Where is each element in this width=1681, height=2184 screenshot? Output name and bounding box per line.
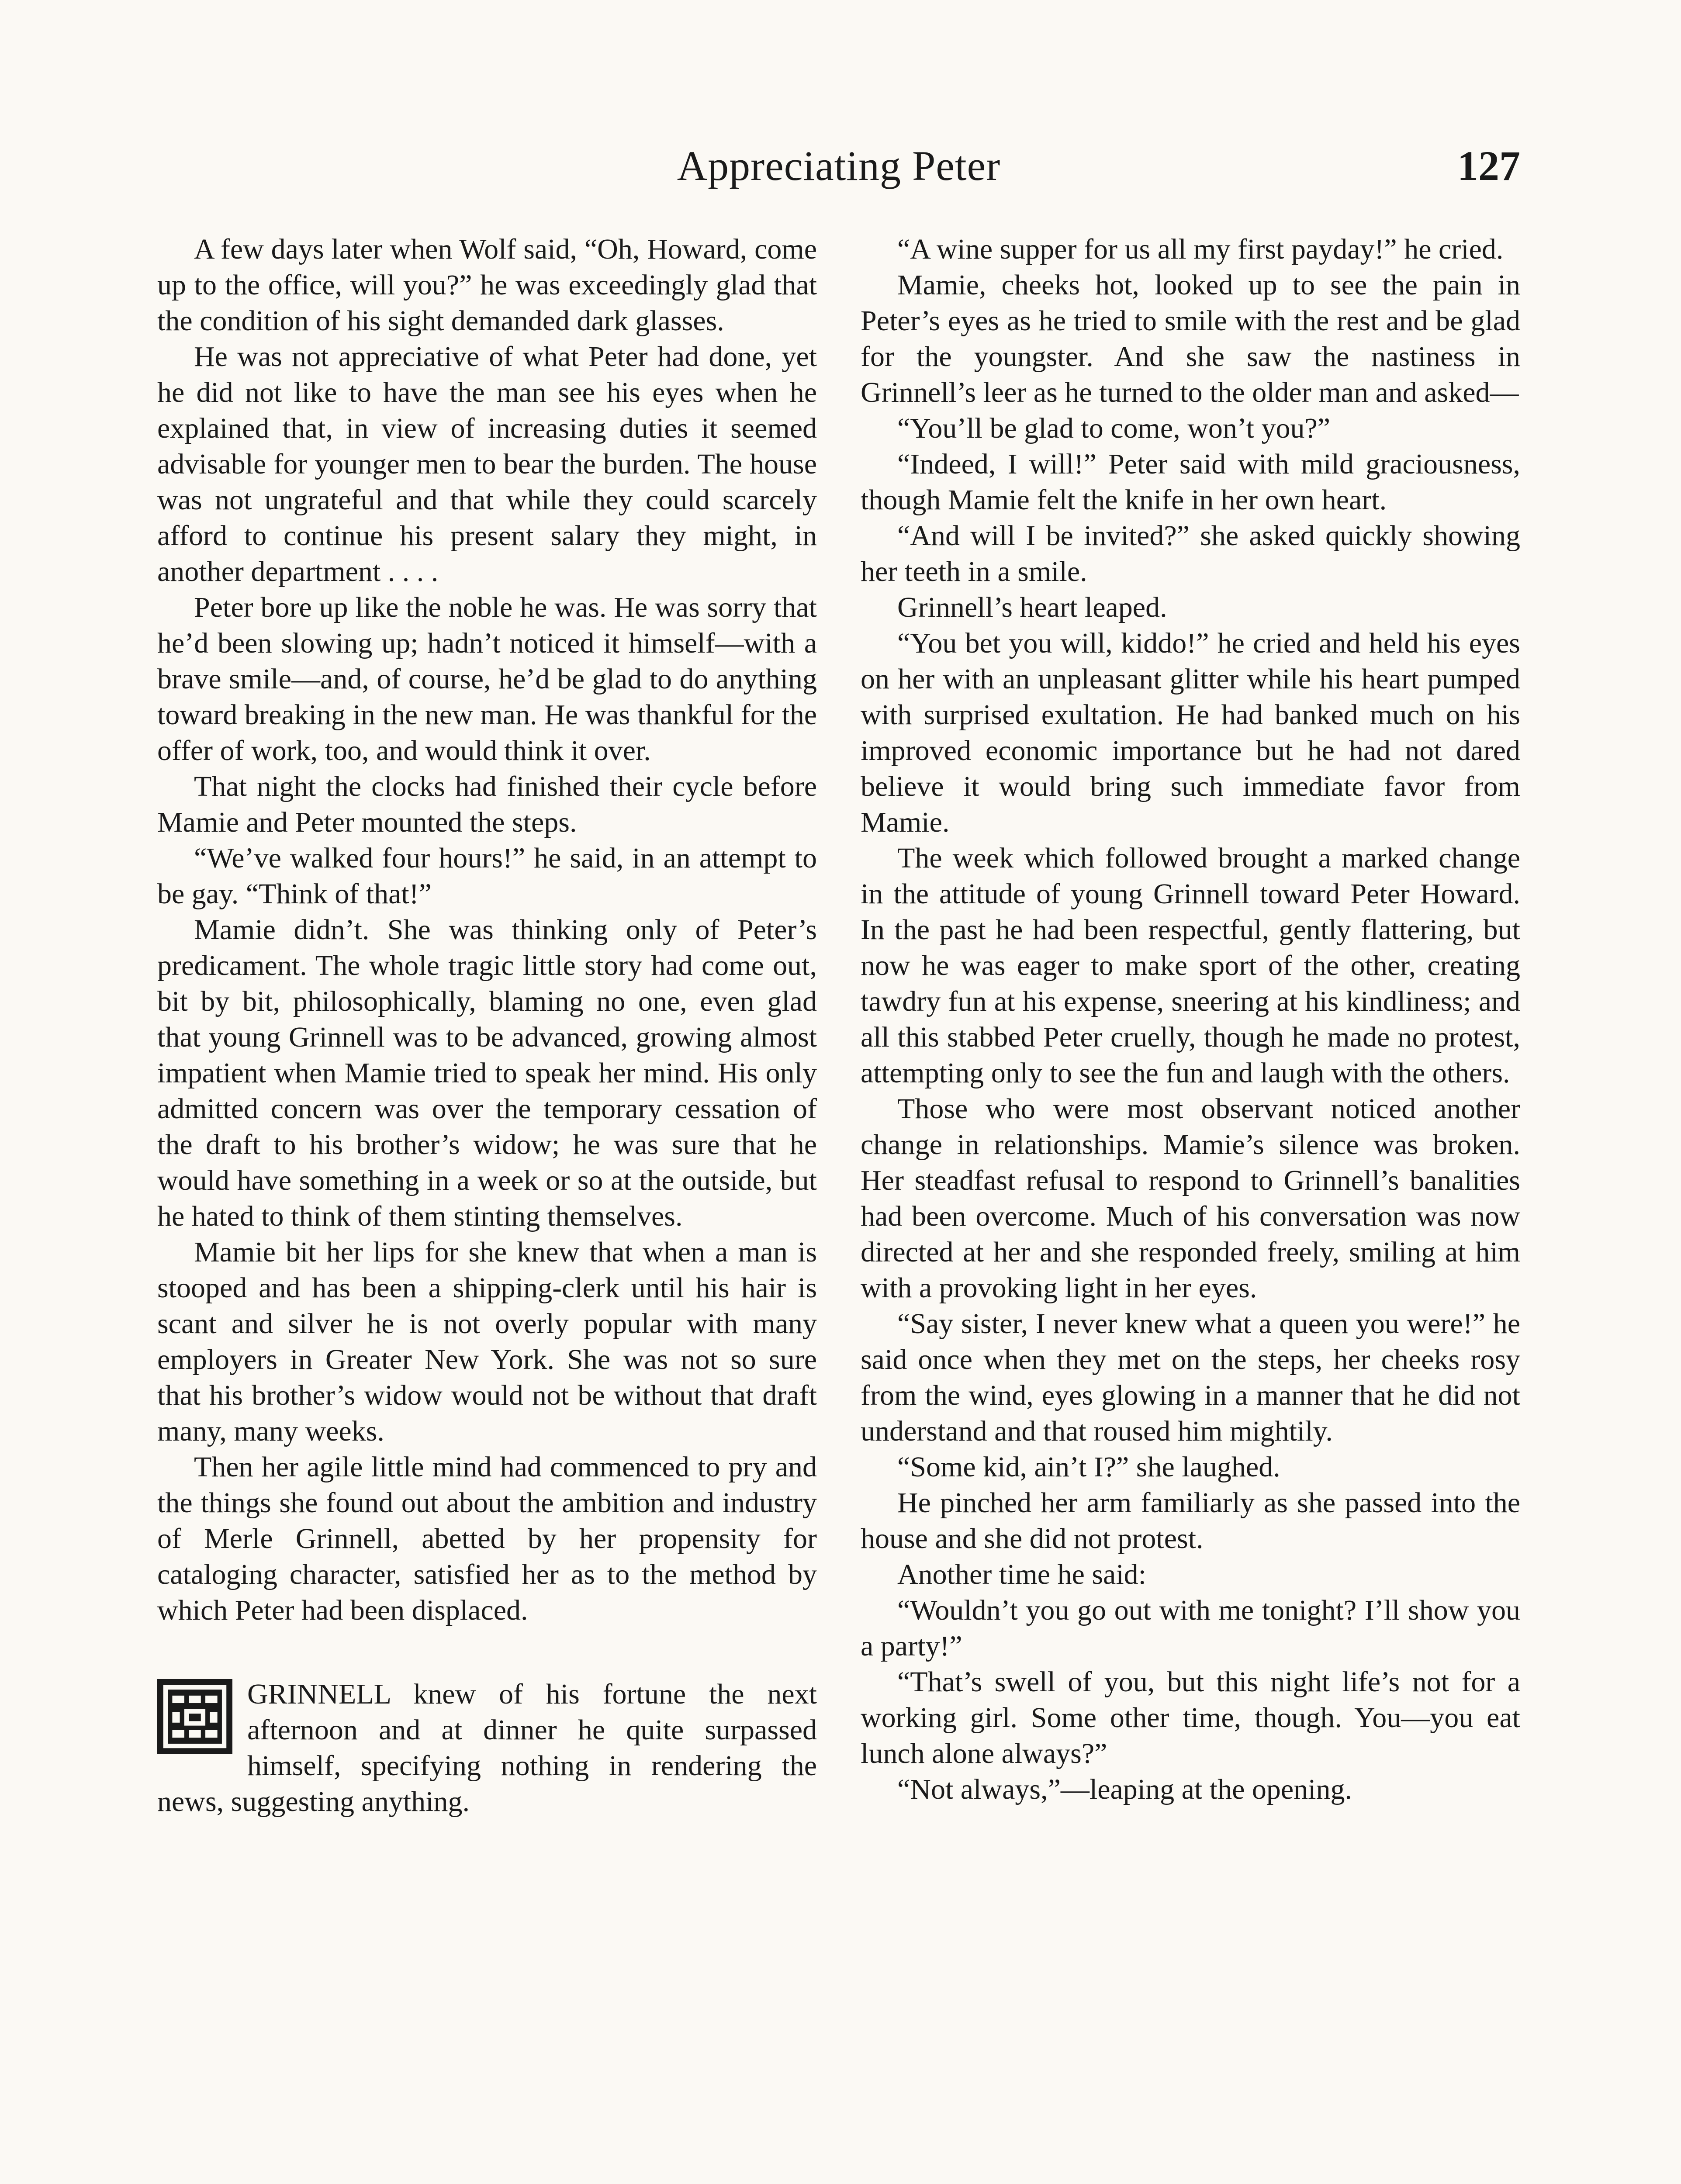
page-number: 127: [1457, 142, 1520, 189]
paragraph: Grinnell’s heart leaped.: [897, 591, 1167, 623]
paragraph: He pinched her arm familiarly as she passed into the house and she did not protest.: [861, 1487, 1520, 1555]
paragraph: Mamie bit her lips for she knew that when a man is stooped and has been a shipping-clerk until his hair is scant and silver he is not overly popular with many employers in Greater New York. She was not so sure that his brother’s widow would not be without that draft many, many weeks.: [157, 1236, 817, 1447]
paragraph: “Wouldn’t you go out with me tonight? I’ll show you a party!”: [861, 1594, 1520, 1662]
paragraph: Another time he said:: [897, 1559, 1147, 1590]
paragraph: Peter bore up like the noble he was. He was sorry that he’d been slowing up; hadn’t noticed it himself—with a brave smile—and, of course, he’d be glad to do anything toward breaking in the new man. He was thankful for the offer of work, too, and would think it over.: [157, 591, 817, 767]
paragraph: “A wine supper for us all my first payday!” he cried.: [897, 233, 1504, 265]
paragraph: Mamie didn’t. She was thinking only of Peter’s predicament. The whole tragic little story had come out, bit by bit, philosophically, blaming no one, even glad that young Grinnell was to be advanced, growing almost impatient when Mamie tried to speak her mind. His only admitted concern was over the temporary cessation of the draft to his brother’s widow; he was sure that he would have something in a week or so at the outside, but he hated to think of them stinting themselves.: [157, 914, 817, 1232]
paragraph: He was not appreciative of what Peter had done, yet he did not like to have the man see his eyes when he explained that, in view of increasing duties it seemed advisable for younger men to bear the burden. The house was not ungrateful and that while they could scarcely afford to continue his present salary they might, in another department . . . .: [157, 341, 817, 587]
paragraph: “And will I be invited?” she asked quickly showing her teeth in a smile.: [861, 520, 1520, 587]
paragraph: “We’ve walked four hours!” he said, in an attempt to be gay. “Think of that!”: [157, 842, 817, 910]
paragraph: A few days later when Wolf said, “Oh, Howard, come up to the office, will you?” he was exceedingly glad that the condition of his sight demanded dark glasses.: [157, 233, 817, 337]
dropcap-text: GRINNELL knew of his fortune the next afternoon and at dinner he quite surpassed himself, specifying nothing in rendering the news, suggesting anything.: [157, 1678, 817, 1818]
left-column: [157, 232, 817, 2184]
section-break: [157, 1628, 817, 1676]
paragraph: Mamie, cheeks hot, looked up to see the pain in Peter’s eyes as he tried to smile with the rest and be glad for the youngster. And she saw the nastiness in Grinnell’s leer as he turned to the older man and asked—: [861, 269, 1520, 408]
paragraph: “Not always,”—leaping at the opening.: [897, 1773, 1352, 1805]
paragraph: “Indeed, I will!” Peter said with mild graciousness, though Mamie felt the knife in her own heart.: [861, 448, 1520, 516]
paragraph: That night the clocks had finished their cycle before Mamie and Peter mounted the steps.: [157, 771, 817, 838]
paragraph: “That’s swell of you, but this night life’s not for a working girl. Some other time, though. You—you eat lunch alone always?”: [861, 1666, 1520, 1769]
paragraph: “You’ll be glad to come, won’t you?”: [897, 412, 1331, 444]
paragraph: “Some kid, ain’t I?” she laughed.: [897, 1451, 1280, 1483]
right-column: [861, 232, 1520, 2184]
paragraph: Then her agile little mind had commenced to pry and the things she found out about the ambition and industry of Merle Grinnell, abetted by her propensity for cataloging character, satisfied her as to the method by which Peter had been displaced.: [157, 1451, 817, 1626]
running-title: Appreciating Peter: [677, 142, 1001, 189]
dropcap-paragraph: [157, 1676, 817, 1820]
paragraph: “Say sister, I never knew what a queen you were!” he said once when they met on the steps, her cheeks rosy from the wind, eyes glowing in a manner that he did not understand and that roused him mightily.: [861, 1308, 1520, 1447]
page-header: [157, 140, 1520, 210]
paragraph: “You bet you will, kiddo!” he cried and held his eyes on her with an unpleasant glitter while his heart pumped with surprised exultation. He had banked much on his improved economic importance but he had not dared believe it would bring such immediate favor from Mamie.: [861, 627, 1520, 838]
paragraph: The week which followed brought a marked change in the attitude of young Grinnell toward Peter Howard. In the past he had been respectful, gently flattering, but now he was eager to make sport of the other, creating tawdry fun at his expense, sneering at his kindliness; and all this stabbed Peter cruelly, though he made no protest, attempting only to see the fun and laugh with the others.: [861, 842, 1520, 1089]
paragraph: Those who were most observant noticed another change in relationships. Mamie’s silence was broken. Her steadfast refusal to respond to Grinnell’s banalities had been overcome. Much of his conversation was now directed at her and she responded freely, smiling at him with a provoking light in her eyes.: [861, 1093, 1520, 1304]
article-body: [157, 232, 1520, 2184]
ornamental-initial-icon: [157, 1679, 232, 1754]
